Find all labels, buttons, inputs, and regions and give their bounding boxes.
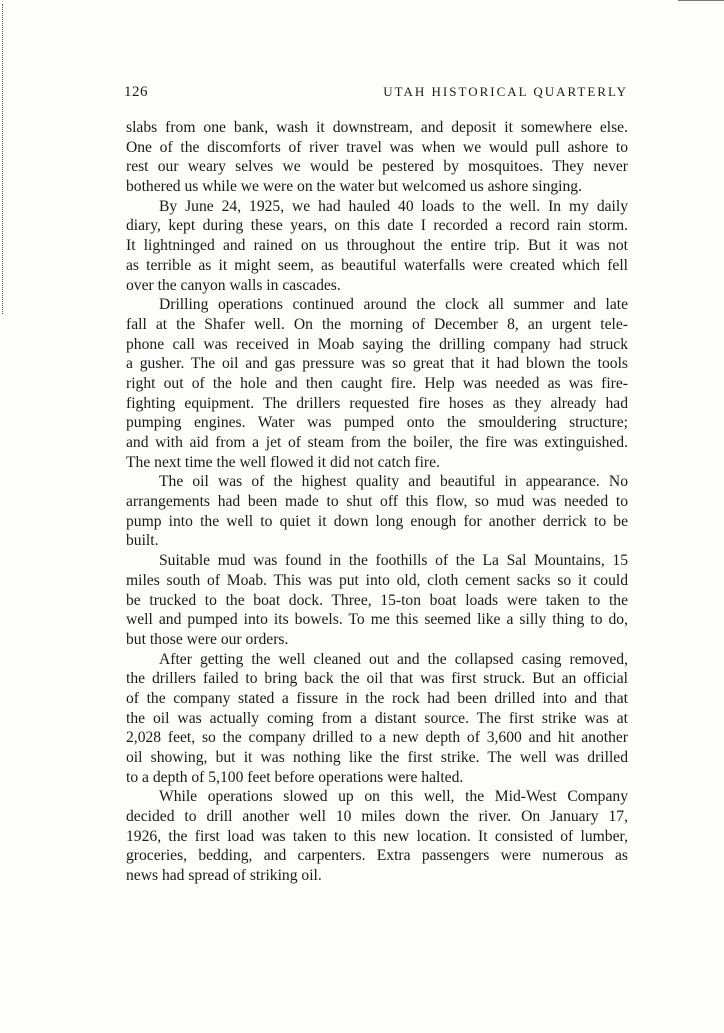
text-line: fall at the Shafer well. On the morning of December 8, an urgent tele- bbox=[126, 315, 628, 333]
text-line: over the canyon walls in cascades. bbox=[126, 276, 341, 294]
text-line: right out of the hole and then caught fire. Help was needed as was fire- bbox=[126, 374, 628, 392]
text-line: rest our weary selves we would be pestered by mosquitoes. They never bbox=[126, 158, 628, 176]
text-line: While operations slowed up on this well, the Mid-West Company bbox=[159, 788, 628, 806]
text-line: fighting equipment. The drillers requested fire hoses as they already had bbox=[126, 394, 628, 412]
text-line: bothered us while we were on the water but welcomed us ashore singing. bbox=[126, 178, 582, 196]
text-line: Suitable mud was found in the foothills of the La Sal Mountains, 15 bbox=[159, 552, 628, 570]
text-line: pumping engines. Water was pumped onto the smouldering structure; bbox=[126, 414, 628, 432]
text-line: decided to drill another well 10 miles down the river. On January 17, bbox=[126, 808, 628, 826]
text-line: pump into the well to quiet it down long enough for another derrick to be bbox=[126, 512, 628, 530]
text-line: arrangements had been made to shut off this flow, so mud was needed to bbox=[126, 493, 628, 511]
text-line: be trucked to the boat dock. Three, 15-ton boat loads were taken to the bbox=[126, 591, 628, 609]
text-line: but those were our orders. bbox=[126, 630, 289, 648]
text-line: By June 24, 1925, we had hauled 40 loads to the well. In my daily bbox=[159, 197, 628, 215]
text-line: the oil was actually coming from a distant source. The first strike was at bbox=[126, 709, 628, 727]
text-line: groceries, bedding, and carpenters. Extra passengers were numerous as bbox=[126, 847, 628, 865]
running-head bbox=[124, 84, 628, 106]
text-line: One of the discomforts of river travel was when we would pull ashore to bbox=[126, 138, 628, 156]
text-line: news had spread of striking oil. bbox=[126, 867, 322, 885]
text-line: diary, kept during these years, on this date I recorded a record rain storm. bbox=[126, 217, 628, 235]
text-line: Drilling operations continued around the clock all summer and late bbox=[159, 296, 628, 314]
text-line: 1926, the first load was taken to this new location. It consisted of lumber, bbox=[126, 827, 628, 845]
text-line: 2,028 feet, so the company drilled to a new depth of 3,600 and hit another bbox=[126, 729, 628, 747]
text-line: a gusher. The oil and gas pressure was so great that it had blown the tools bbox=[126, 355, 628, 373]
text-line: phone call was received in Moab saying the drilling company had struck bbox=[126, 335, 628, 353]
text-line: miles south of Moab. This was put into old, cloth cement sacks so it could bbox=[126, 571, 628, 589]
text-line: The oil was of the highest quality and beautiful in appearance. No bbox=[159, 473, 628, 491]
text-line: After getting the well cleaned out and the collapsed casing removed, bbox=[159, 650, 628, 668]
text-line: of the company stated a fissure in the rock had been drilled into and that bbox=[126, 689, 628, 707]
text-line: It lightninged and rained on us throughout the entire trip. But it was not bbox=[126, 237, 628, 255]
text-line: built. bbox=[126, 532, 159, 550]
text-line: The next time the well flowed it did not catch fire. bbox=[126, 453, 440, 471]
journal-title: UTAH HISTORICAL QUARTERLY bbox=[383, 84, 628, 99]
article-body bbox=[126, 118, 628, 886]
text-line: and with aid from a jet of steam from the boiler, the fire was extinguished. bbox=[126, 434, 628, 451]
text-line: slabs from one bank, wash it downstream, and deposit it somewhere else. bbox=[126, 119, 628, 136]
scan-edge-mark bbox=[2, 4, 5, 314]
text-line: the drillers failed to bring back the oil that was first struck. But an official bbox=[126, 670, 628, 688]
page-number: 126 bbox=[124, 84, 148, 100]
text-line: to a depth of 5,100 feet before operations were halted. bbox=[126, 768, 464, 786]
text-line: well and pumped into its bowels. To me this seemed like a silly thing to do, bbox=[126, 611, 628, 629]
text-line: oil showing, but it was nothing like the first strike. The well was drilled bbox=[126, 749, 628, 766]
text-line: as terrible as it might seem, as beautiful waterfalls were created which fell bbox=[126, 256, 628, 274]
scan-corner-mark bbox=[678, 0, 724, 1]
